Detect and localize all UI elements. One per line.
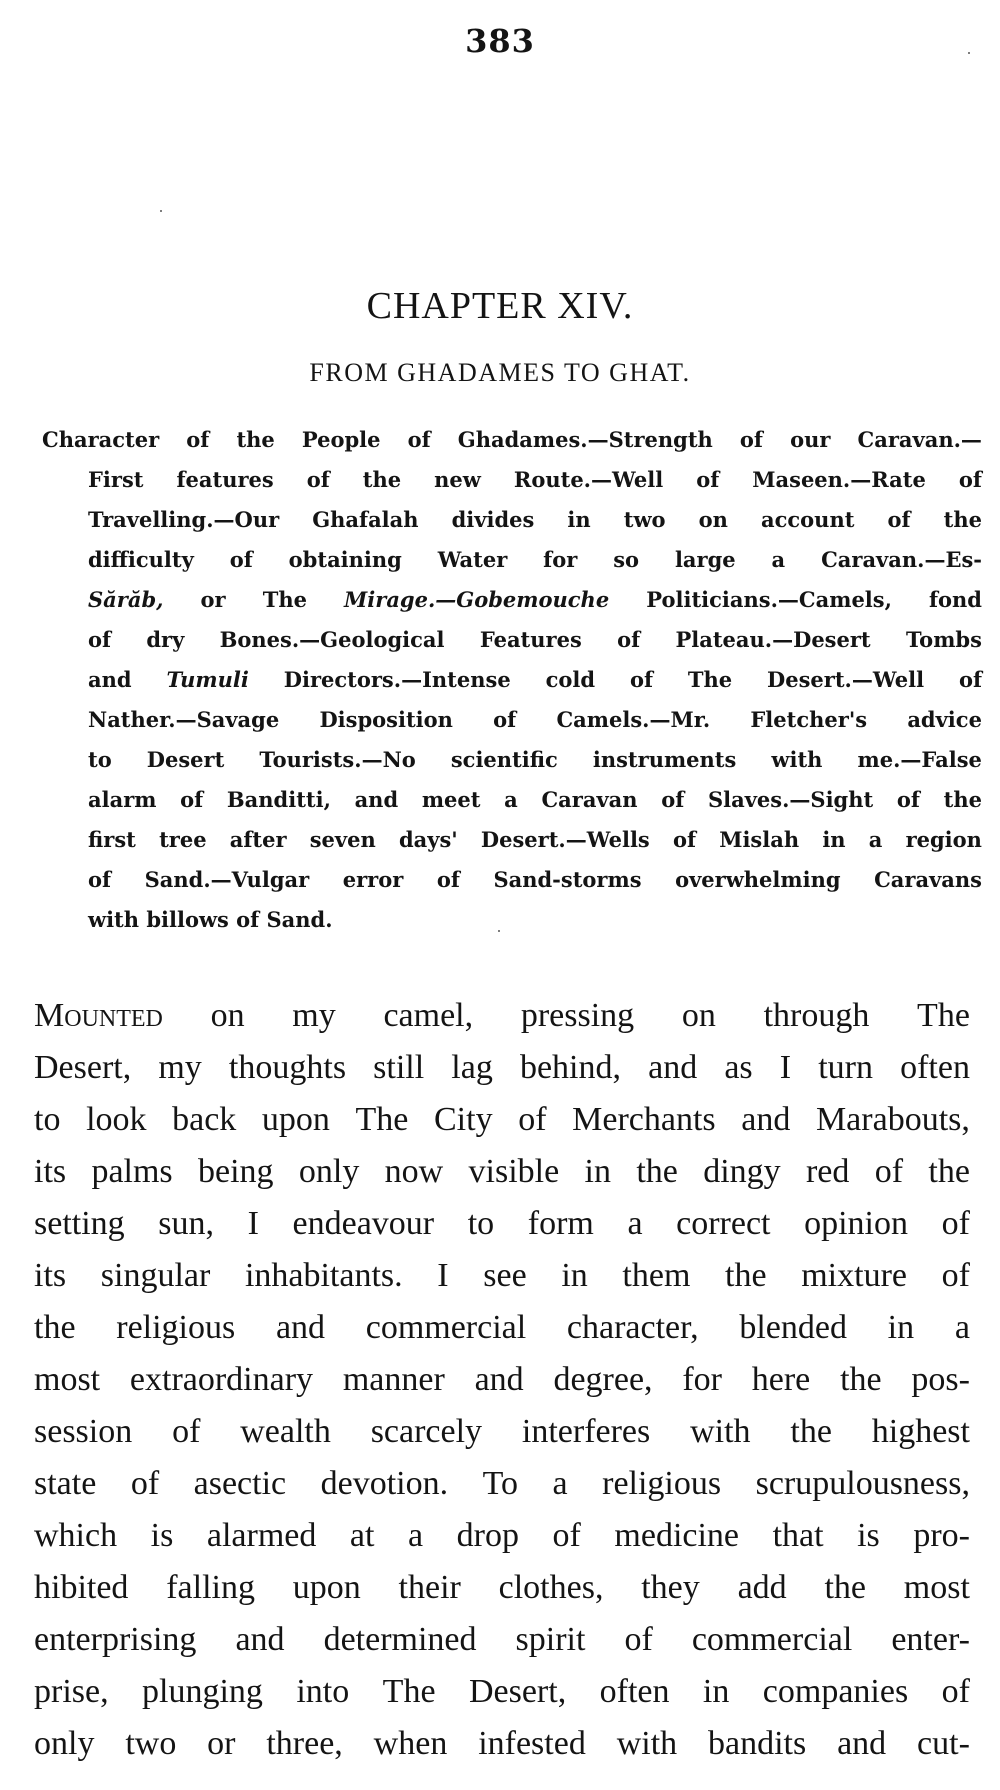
synopsis-line: alarm of Banditti, and meet a Caravan of Slaves.—Sight of the [88,787,982,812]
chapter-synopsis [42,420,982,940]
body-line: its singular inhabitants. I see in them the mixture of [34,1257,970,1294]
paper-speck [968,52,970,54]
synopsis-line: of dry Bones.—Geological Features of Plateau.—Desert Tombs [88,627,982,652]
page-number: 383 [465,22,535,60]
synopsis-line: with billows of Sand. [88,907,333,932]
synopsis-line: Character of the People of Ghadames.—Strength of our Caravan.— [42,427,982,452]
body-line: Desert, my thoughts still lag behind, and as I turn often [34,1049,970,1086]
body-line: hibited falling upon their clothes, they add the most [34,1569,970,1606]
synopsis-line: Travelling.—Our Ghafalah divides in two on account of the [88,507,982,532]
chapter-title: CHAPTER XIV. [366,285,634,327]
synopsis-line: First features of the new Route.—Well of Maseen.—Rate of [88,467,982,492]
body-line: the religious and commercial character, blended in a [34,1309,970,1346]
body-line: setting sun, I endeavour to form a correct opinion of [34,1205,970,1242]
synopsis-line: Nather.—Savage Disposition of Camels.—Mr. Fletcher's advice [88,707,982,732]
body-line: Mounted on my camel, pressing on through The [34,990,970,1042]
body-line: most extraordinary manner and degree, for here the pos- [34,1361,970,1398]
body-line: state of asectic devotion. To a religious scrupulousness, [34,1465,970,1502]
body-line: enterprising and determined spirit of commercial enter- [34,1621,970,1658]
chapter-subtitle: FROM GHADAMES TO GHAT. [309,358,691,387]
synopsis-line: of Sand.—Vulgar error of Sand-storms overwhelming Caravans [88,867,982,892]
synopsis-line: Sărăb, or The Mirage.—Gobemouche Politicians.—Camels, fond [88,587,982,612]
body-line: which is alarmed at a drop of medicine that is pro- [34,1517,970,1554]
paper-speck [498,930,500,932]
body-line: prise, plunging into The Desert, often in companies of [34,1673,970,1710]
drop-word: Mounted [34,997,163,1034]
synopsis-line: and Tumuli Directors.—Intense cold of The Desert.—Well of [88,667,982,692]
synopsis-line: first tree after seven days' Desert.—Wells of Mislah in a region [88,827,982,852]
synopsis-line: to Desert Tourists.—No scientific instruments with me.—False [88,747,982,772]
paper-speck [160,210,162,212]
body-line: its palms being only now visible in the dingy red of the [34,1153,970,1190]
body-line: to look back upon The City of Merchants and Marabouts, [34,1101,970,1138]
body-text [34,990,970,1770]
body-line: only two or three, when infested with bandits and cut- [34,1725,970,1762]
body-line: session of wealth scarcely interferes with the highest [34,1413,970,1450]
synopsis-line: difficulty of obtaining Water for so large a Caravan.—Es- [88,547,982,572]
